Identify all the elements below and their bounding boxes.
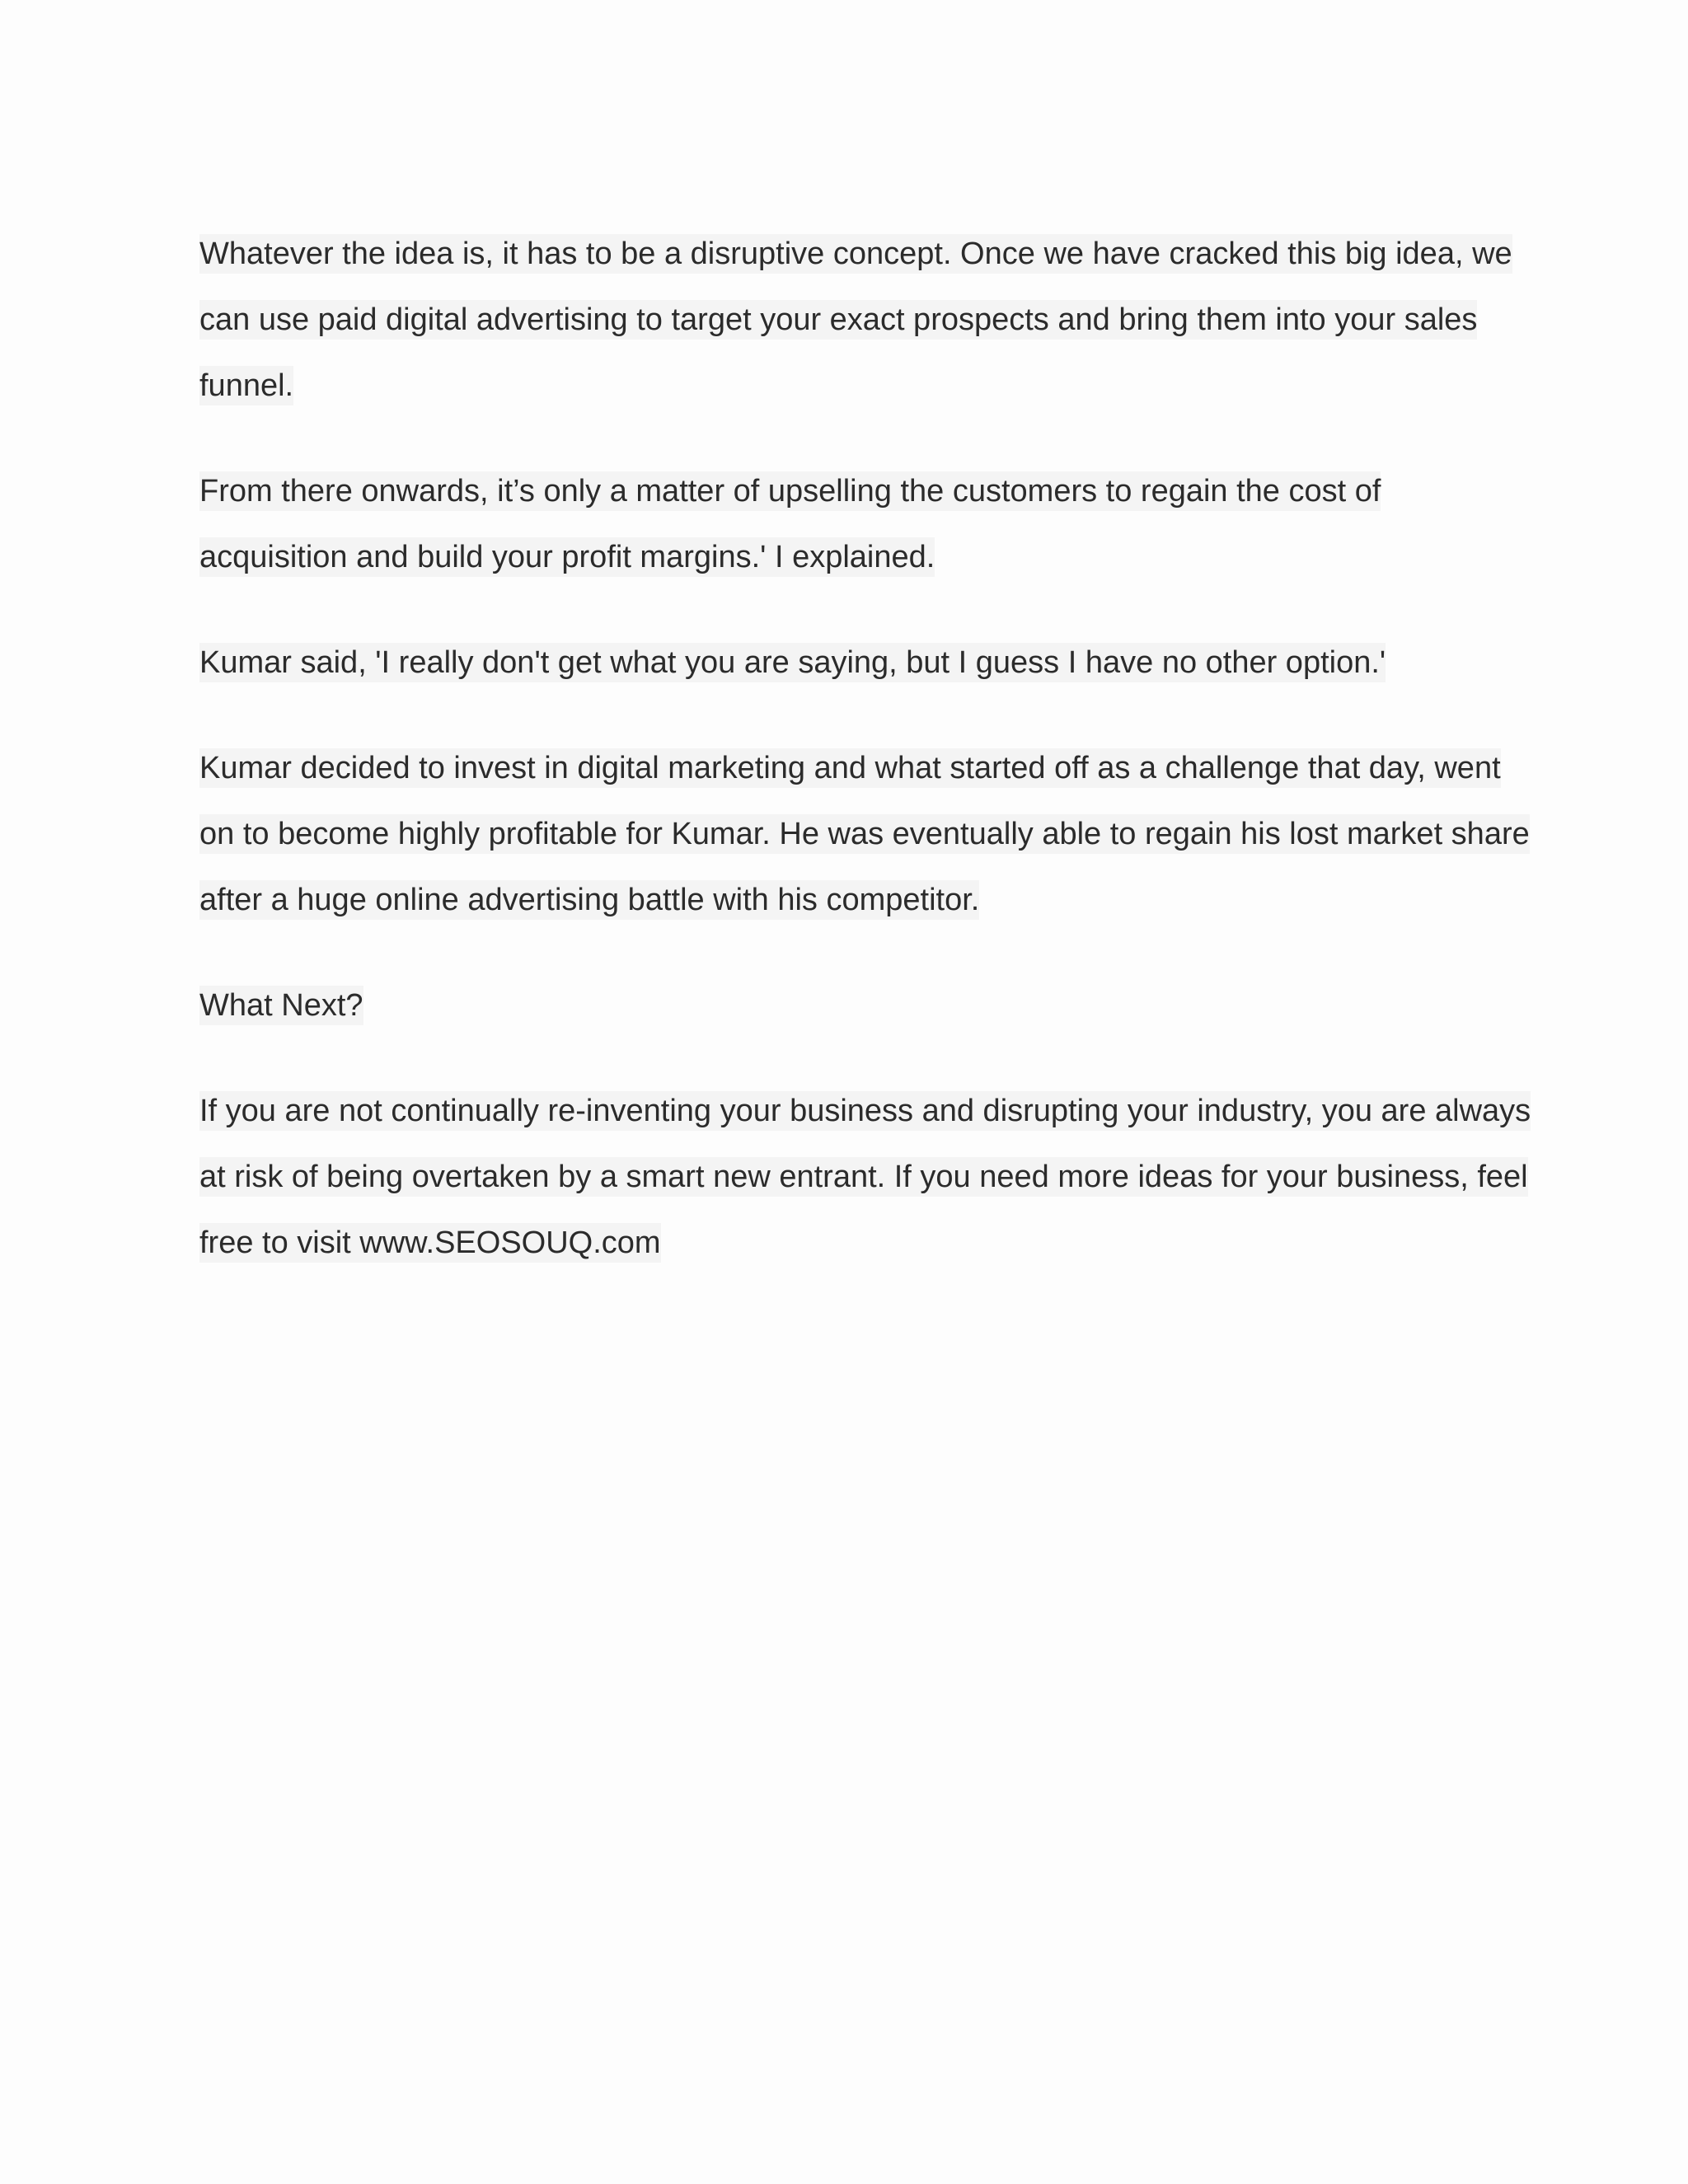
paragraph-text: Kumar decided to invest in digital marketing and what started off as a challenge that day, went on to become highly profitable for Kumar. He was eventually able to regain his lost market share after a huge online advertising battle with his competitor. — [199, 748, 1530, 920]
paragraph-text: Whatever the idea is, it has to be a disruptive concept. Once we have cracked this big idea, we can use paid digital advertising to target your exact prospects and bring them into your sales funnel. — [199, 234, 1512, 405]
paragraph-closing — [199, 1078, 1535, 1276]
heading-text: What Next? — [199, 986, 363, 1025]
paragraph-text: Kumar said, 'I really don't get what you are saying, but I guess I have no other option.' — [199, 643, 1386, 682]
paragraph-disruptive-idea — [199, 221, 1535, 419]
paragraph-text: If you are not continually re-inventing your business and disrupting your industry, you are always at risk of being overtaken by a smart new entrant. If you need more ideas for your business, feel free to visit www.SEOSOUQ.com — [199, 1091, 1531, 1263]
section-heading-what-next — [199, 972, 1535, 1038]
paragraph-text: From there onwards, it’s only a matter of upselling the customers to regain the cost of acquisition and build your profit margins.' I explained. — [199, 471, 1381, 577]
document-body — [199, 221, 1535, 1315]
paragraph-kumar-invested — [199, 735, 1535, 933]
paragraph-upselling — [199, 458, 1535, 590]
paragraph-kumar-said — [199, 630, 1535, 696]
